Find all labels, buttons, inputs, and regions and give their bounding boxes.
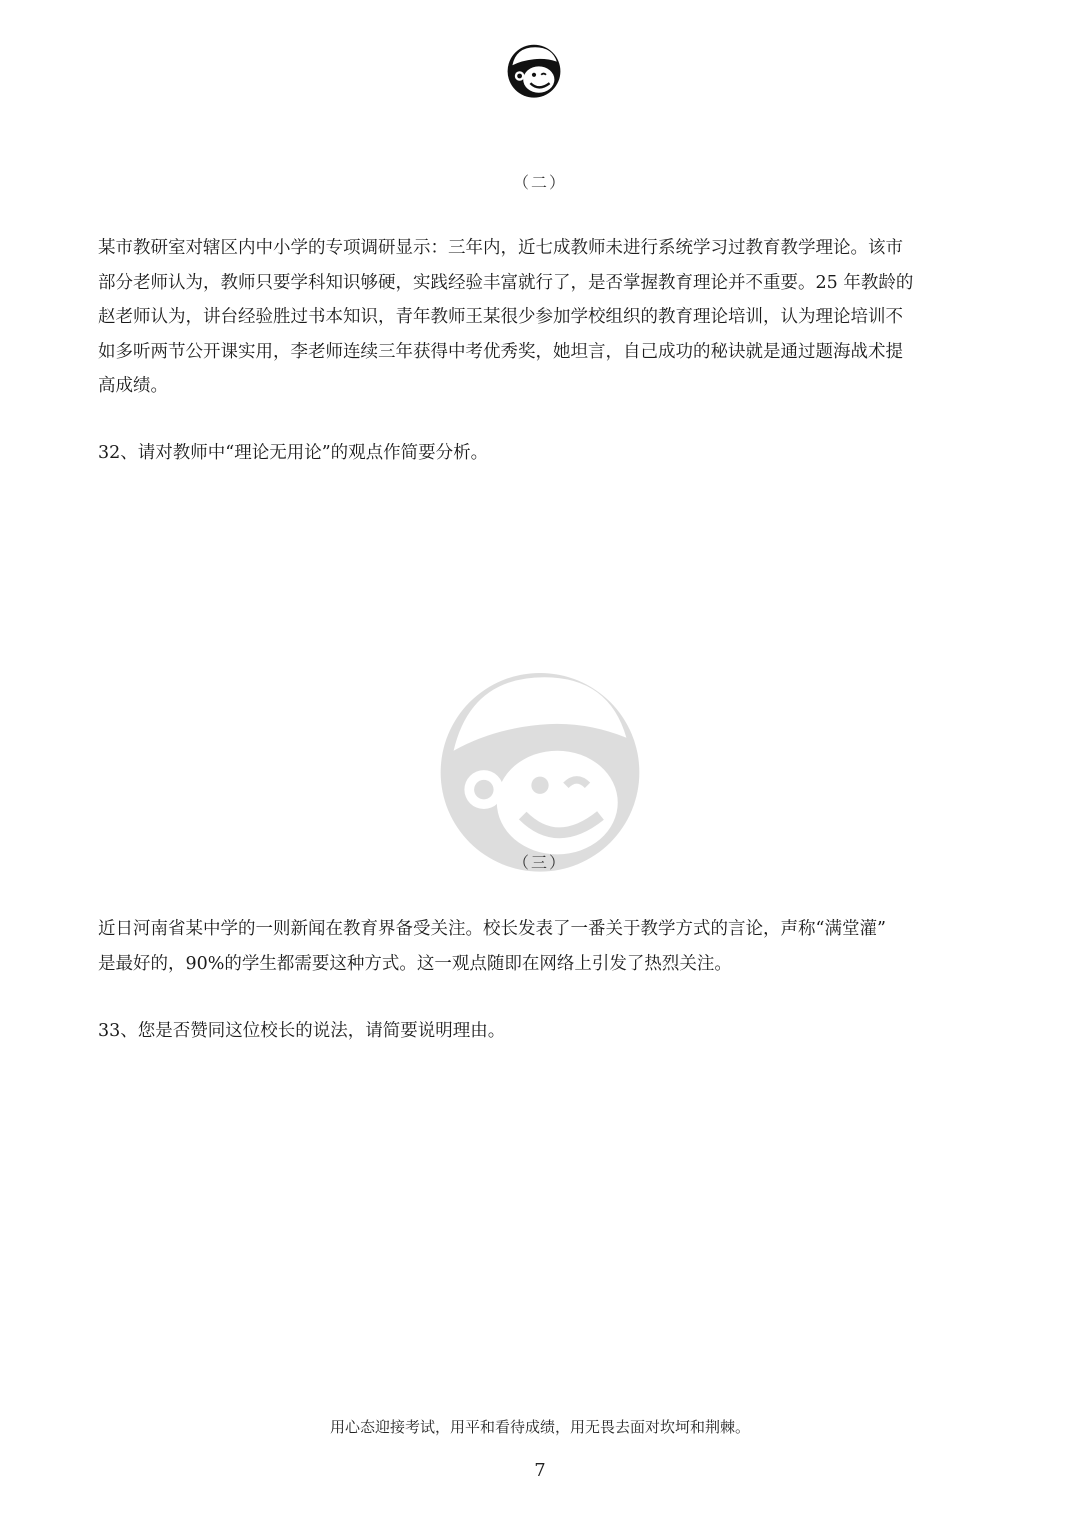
paragraph-line: 近日河南省某中学的一则新闻在教育界备受关注。校长发表了一番关于教学方式的言论，声称“满堂灌” xyxy=(98,919,886,939)
section-2-paragraph xyxy=(98,231,982,404)
monkey-mascot-logo-icon xyxy=(504,40,564,100)
paragraph-line: 高成绩。 xyxy=(98,376,168,396)
section-3-paragraph xyxy=(98,912,982,981)
paragraph-line: 赵老师认为，讲台经验胜过书本知识，青年教师王某很少参加学校组织的教育理论培训，认为理论培训不 xyxy=(98,307,903,327)
paragraph-line: 如多听两节公开课实用，李老师连续三年获得中考优秀奖，她坦言，自己成功的秘诀就是通过题海战术提 xyxy=(98,341,903,362)
footer-motto: 用心态迎接考试，用平和看待成绩，用无畏去面对坎坷和荆棘。 xyxy=(329,1418,750,1436)
paragraph-line: 是最好的，90%的学生都需要这种方式。这一观点随即在网络上引发了热烈关注。 xyxy=(98,953,732,974)
question-32: 32、请对教师中“理论无用论”的观点作简要分析。 xyxy=(98,443,489,463)
page-number: 7 xyxy=(534,1460,546,1481)
monkey-mascot-watermark-icon xyxy=(432,660,648,876)
paragraph-line: 某市教研室对辖区内中小学的专项调研显示：三年内，近七成教师未进行系统学习过教育教学理论。该市 xyxy=(98,238,903,258)
question-33: 33、您是否赞同这位校长的说法，请简要说明理由。 xyxy=(98,1021,506,1041)
section-heading-2: （二） xyxy=(512,173,567,192)
section-heading-3: （三） xyxy=(512,853,567,872)
paragraph-line: 部分老师认为，教师只要学科知识够硬，实践经验丰富就行了，是否掌握教育理论并不重要。25 年教龄的 xyxy=(98,272,914,293)
